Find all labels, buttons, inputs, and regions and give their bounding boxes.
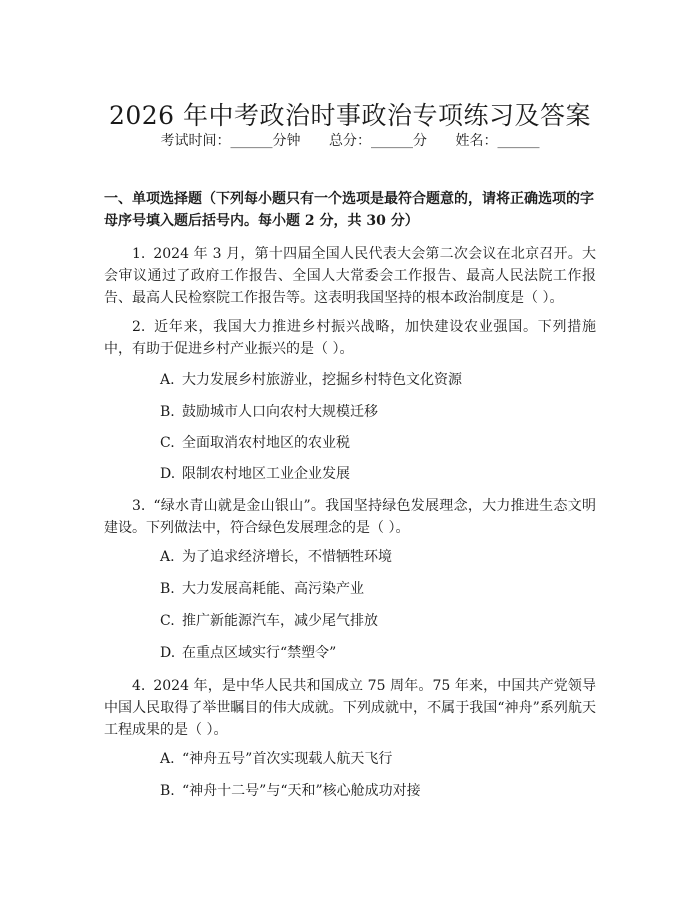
question-1 <box>104 243 596 309</box>
option-text: 在重点区域实行“禁塑令” <box>182 645 337 661</box>
question-2-option-b <box>160 401 600 423</box>
exam-info-line <box>0 130 700 152</box>
question-text: 近年来，我国大力推进乡村振兴战略，加快建设农业强国。下列措施中，有助于促进乡村产业振兴的是（ ）。 <box>104 319 596 357</box>
question-number: 3. <box>132 498 146 514</box>
question-2-option-d <box>160 463 600 485</box>
option-text: 为了追求经济增长，不惜牺牲环境 <box>182 549 392 565</box>
question-4-option-b <box>160 780 600 802</box>
option-letter: C. <box>160 435 175 451</box>
question-text: 2024 年，是中华人民共和国成立 75 周年。75 年来，中国共产党领导中国人民取得了举世瞩目的伟大成就。下列成就中，不属于我国“神舟”系列航天工程成果的是（ ）。 <box>104 678 596 738</box>
option-text: “神舟五号”首次实现载人航天飞行 <box>182 751 393 767</box>
option-letter: C. <box>160 613 175 629</box>
page-title: 2026 年中考政治时事政治专项练习及答案 <box>108 100 592 130</box>
option-letter: A. <box>160 549 175 565</box>
question-4 <box>104 675 596 741</box>
question-3-option-c <box>160 610 600 632</box>
question-2-option-a <box>160 369 600 391</box>
question-number: 4. <box>132 678 146 694</box>
option-text: 推广新能源汽车，减少尾气排放 <box>182 613 378 629</box>
option-text: 大力发展乡村旅游业，挖掘乡村特色文化资源 <box>182 372 462 388</box>
option-letter: A. <box>160 372 175 388</box>
exam-time-field: 考试时间：______分钟 <box>160 133 301 149</box>
question-3-option-d <box>160 642 600 664</box>
option-letter: B. <box>160 404 175 420</box>
question-text: “绿水青山就是金山银山”。我国坚持绿色发展理念，大力推进生态文明建设。下列做法中，符合绿色发展理念的是（ ）。 <box>104 498 596 536</box>
option-text: 鼓励城市人口向农村大规模迁移 <box>182 404 378 420</box>
option-letter: D. <box>160 466 176 482</box>
question-3-option-b <box>160 578 600 600</box>
option-letter: B. <box>160 581 175 597</box>
option-text: 大力发展高耗能、高污染产业 <box>182 581 364 597</box>
question-2 <box>104 316 596 360</box>
question-number: 1. <box>132 246 146 262</box>
option-letter: A. <box>160 751 175 767</box>
question-4-option-a <box>160 748 600 770</box>
option-text: 限制农村地区工业企业发展 <box>182 466 350 482</box>
total-score-field: 总分：______分 <box>329 133 427 149</box>
option-letter: B. <box>160 783 175 799</box>
option-text: “神舟十二号”与“天和”核心舱成功对接 <box>182 783 421 799</box>
question-3-option-a <box>160 546 600 568</box>
section-heading: 一、单项选择题（下列每小题只有一个选项是最符合题意的，请将正确选项的字母序号填入题后括号内。每小题 2 分，共 30 分） <box>104 191 594 229</box>
question-text: 2024 年 3 月，第十四届全国人民代表大会第二次会议在北京召开。大会审议通过了政府工作报告、全国人大常委会工作报告、最高人民法院工作报告、最高人民检察院工作报告等。这表明我国坚持的根本政治制度是（ ）。 <box>104 246 596 306</box>
question-2-option-c <box>160 432 600 454</box>
question-number: 2. <box>132 319 146 335</box>
question-3 <box>104 495 596 539</box>
option-text: 全面取消农村地区的农业税 <box>182 435 350 451</box>
student-name-field: 姓名：______ <box>455 133 540 149</box>
option-letter: D. <box>160 645 176 661</box>
